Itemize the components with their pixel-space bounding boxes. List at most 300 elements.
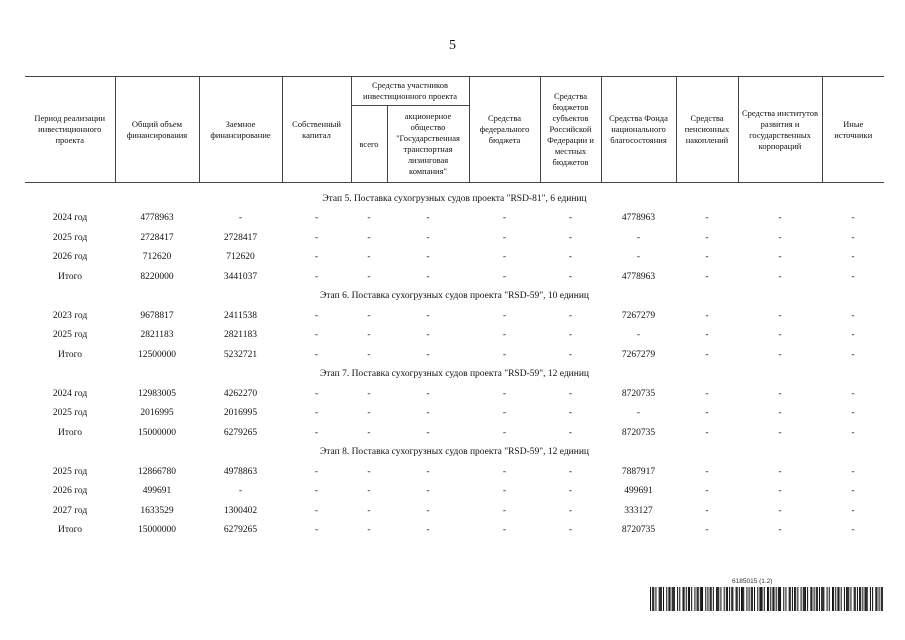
table-cell: 1300402 xyxy=(223,505,258,516)
table-cell: 9678817 xyxy=(140,310,174,321)
table-cell: - xyxy=(367,427,371,438)
table-cell: - xyxy=(851,349,855,360)
barcode-bar xyxy=(844,587,845,611)
table-cell: - xyxy=(502,213,507,224)
table-cell: - xyxy=(502,252,507,263)
table-cell: - xyxy=(426,486,430,497)
table-cell: - xyxy=(705,330,709,341)
col-participants: Средства участников инвестиционного проекта xyxy=(351,77,469,106)
table-cell: - xyxy=(705,388,709,399)
barcode-bar xyxy=(805,587,806,611)
table-cell: - xyxy=(851,271,855,282)
table-cell: - xyxy=(426,427,430,438)
table-cell: - xyxy=(367,486,371,497)
table-cell: - xyxy=(778,349,782,360)
barcode-bar xyxy=(697,587,698,611)
table-cell: - xyxy=(426,408,430,419)
barcode-bar xyxy=(701,587,702,611)
barcode-bar xyxy=(716,587,717,611)
table-cell: - xyxy=(426,388,430,399)
table-cell: - xyxy=(851,330,855,341)
table-cell: - xyxy=(705,525,709,536)
stage-title-row xyxy=(25,365,884,385)
table-cell: - xyxy=(778,505,782,516)
col-federal: Средства федерального бюджета xyxy=(469,77,540,183)
table-cell: 2016995 xyxy=(140,408,174,419)
barcode-bar xyxy=(855,587,856,611)
table-cell: - xyxy=(705,486,709,497)
table-cell: - xyxy=(851,427,855,438)
total-row xyxy=(25,521,884,541)
barcode-bar xyxy=(666,587,667,611)
barcode-bar xyxy=(814,587,815,611)
table-cell: - xyxy=(636,252,641,263)
table-cell: 7887917 xyxy=(621,466,656,477)
table-cell: - xyxy=(426,271,430,282)
table-cell: - xyxy=(426,525,430,536)
table-cell: 8220000 xyxy=(140,271,174,282)
table-cell: - xyxy=(367,213,371,224)
barcode-bar xyxy=(829,587,830,611)
table-cell: - xyxy=(502,310,507,321)
table-cell: - xyxy=(705,232,709,243)
table-cell: - xyxy=(778,310,782,321)
barcode-bar xyxy=(817,587,818,611)
table-cell: 12500000 xyxy=(138,349,176,360)
col-regional: Средства бюджетов субъектов Российской Федерации и местных бюджетов xyxy=(540,77,601,183)
barcode-bar xyxy=(792,587,793,611)
table-cell: - xyxy=(314,310,319,321)
barcode-bar xyxy=(727,587,728,611)
table-cell: - xyxy=(568,505,573,516)
barcode-bar xyxy=(860,587,861,611)
table-cell: - xyxy=(314,408,319,419)
table-cell: - xyxy=(238,486,243,497)
barcode-bar xyxy=(711,587,712,611)
table-cell: 4978863 xyxy=(223,466,258,477)
barcode-bar xyxy=(827,587,828,611)
barcode-bar xyxy=(804,587,805,611)
table-cell: - xyxy=(851,486,855,497)
barcode-bar xyxy=(862,587,863,611)
table-row xyxy=(25,384,884,404)
table-cell: 333127 xyxy=(624,505,653,516)
table-cell: Итого xyxy=(57,271,83,282)
barcode-bar xyxy=(737,587,738,611)
table-cell: - xyxy=(568,427,573,438)
table-cell: 2411538 xyxy=(224,310,257,321)
table-cell: 2024 год xyxy=(52,213,88,224)
table-cell: - xyxy=(314,525,319,536)
table-cell: 4778963 xyxy=(140,213,174,224)
table-cell: 499691 xyxy=(142,486,172,497)
table-cell: - xyxy=(314,213,319,224)
table-cell: - xyxy=(314,466,319,477)
barcode-bar xyxy=(819,587,820,611)
barcode-bar xyxy=(867,587,868,611)
table-cell: - xyxy=(705,252,709,263)
barcode-bar xyxy=(865,587,866,611)
barcode-bar xyxy=(881,587,882,611)
table-cell: 5232721 xyxy=(223,349,258,360)
table-cell: - xyxy=(778,525,782,536)
barcode-bar xyxy=(770,587,771,611)
barcode-bar xyxy=(736,587,737,611)
table-cell: - xyxy=(502,505,507,516)
barcode-bar xyxy=(757,587,758,611)
barcode-bar xyxy=(837,587,838,611)
barcode-bar xyxy=(790,587,791,611)
table-cell: 8720735 xyxy=(621,525,656,536)
table-cell: - xyxy=(778,271,782,282)
table-cell: 2023 год xyxy=(52,310,88,321)
table-cell: - xyxy=(367,232,371,243)
table-cell: - xyxy=(778,427,782,438)
barcode-bar xyxy=(683,587,684,611)
table-cell: - xyxy=(502,466,507,477)
table-header xyxy=(25,77,884,183)
table-cell: 4778963 xyxy=(621,213,656,224)
barcode-bar xyxy=(661,587,662,611)
table-cell: - xyxy=(367,330,371,341)
table-cell: - xyxy=(502,525,507,536)
table-cell: 2025 год xyxy=(52,330,88,341)
barcode-bar xyxy=(779,587,780,611)
barcode-bar xyxy=(729,587,730,611)
barcode-bar xyxy=(742,587,743,611)
stage-title: Этап 8. Поставка сухогрузных судов проекта "RSD-59", 12 единиц xyxy=(319,447,590,458)
table-cell: - xyxy=(367,466,371,477)
table-cell: 2025 год xyxy=(52,466,88,477)
table-cell: - xyxy=(426,466,430,477)
col-institutes: Средства институтов развития и государственных корпораций xyxy=(738,77,822,183)
total-row xyxy=(25,267,884,287)
barcode-bar xyxy=(811,587,812,611)
table-cell: - xyxy=(778,388,782,399)
table-cell: - xyxy=(426,505,430,516)
total-row xyxy=(25,345,884,365)
table-cell: 4778963 xyxy=(621,271,656,282)
barcode-bar xyxy=(822,587,823,611)
barcode-bar xyxy=(655,587,656,611)
table-cell: - xyxy=(851,466,855,477)
table-cell: - xyxy=(705,213,709,224)
financing-table xyxy=(25,76,884,540)
table-cell: - xyxy=(568,213,573,224)
barcode-bar xyxy=(694,587,695,611)
table-cell: 6279265 xyxy=(223,525,258,536)
table-cell: - xyxy=(502,349,507,360)
table-cell: - xyxy=(705,310,709,321)
table-cell: 3441037 xyxy=(223,271,258,282)
page-number: 5 xyxy=(449,38,456,53)
table-cell: - xyxy=(705,408,709,419)
table-row xyxy=(25,404,884,424)
table-cell: - xyxy=(367,505,371,516)
barcode-bar xyxy=(767,587,768,611)
table-cell: - xyxy=(705,349,709,360)
stage-title: Этап 7. Поставка сухогрузных судов проекта "RSD-59", 12 единиц xyxy=(319,369,590,380)
table-cell: - xyxy=(314,427,319,438)
table-cell: 12983005 xyxy=(138,388,176,399)
barcode-bar xyxy=(659,587,660,611)
table-cell: - xyxy=(705,427,709,438)
table-cell: - xyxy=(238,213,243,224)
table-cell: - xyxy=(314,505,319,516)
table-cell: - xyxy=(636,408,641,419)
table-cell: 7267279 xyxy=(621,310,656,321)
barcode-bar xyxy=(731,587,732,611)
barcode-bar xyxy=(879,587,880,611)
table-cell: - xyxy=(851,525,855,536)
barcode-bar xyxy=(739,587,740,611)
col-total: Общий объем финансирования xyxy=(115,77,199,183)
barcode-bar xyxy=(847,587,848,611)
table-cell: 2024 год xyxy=(52,388,88,399)
barcode-bar xyxy=(754,587,755,611)
barcode-bar xyxy=(762,587,763,611)
barcode-bar xyxy=(833,587,834,611)
table-cell: 499691 xyxy=(624,486,653,497)
barcode-bar xyxy=(752,587,753,611)
table-cell: 8720735 xyxy=(621,388,656,399)
table-cell: - xyxy=(568,349,573,360)
barcode-bar xyxy=(807,587,808,611)
table-cell: - xyxy=(314,486,319,497)
table-cell: Итого xyxy=(57,427,83,438)
barcode-bar xyxy=(866,587,867,611)
table-cell: - xyxy=(778,466,782,477)
barcode-bar xyxy=(724,587,725,611)
barcode-bar xyxy=(854,587,855,611)
table-cell: - xyxy=(502,427,507,438)
barcode-bar xyxy=(717,587,718,611)
table-cell: - xyxy=(426,252,430,263)
barcode-bar xyxy=(761,587,762,611)
table-cell: - xyxy=(314,388,319,399)
table-cell: - xyxy=(568,232,573,243)
table-cell: 2728417 xyxy=(223,232,258,243)
table-cell: - xyxy=(426,330,430,341)
table-cell: 6279265 xyxy=(223,427,258,438)
barcode-bar xyxy=(653,587,654,611)
table-cell: - xyxy=(314,330,319,341)
table-cell: - xyxy=(851,213,855,224)
table-cell: - xyxy=(314,232,319,243)
stage-title: Этап 5. Поставка сухогрузных судов проекта "RSD-81", 6 единиц xyxy=(322,193,587,204)
barcode-bar xyxy=(732,587,733,611)
barcode-bar xyxy=(652,587,653,611)
barcode-bar xyxy=(650,587,651,611)
table-cell: - xyxy=(568,388,573,399)
table-cell: - xyxy=(367,525,371,536)
stage-title: Этап 6. Поставка сухогрузных судов проекта "RSD-59", 10 единиц xyxy=(319,291,590,302)
barcode-bar xyxy=(670,587,671,611)
total-row xyxy=(25,423,884,443)
table-cell: - xyxy=(851,232,855,243)
barcode-bar xyxy=(801,587,802,611)
barcode-bar xyxy=(743,587,744,611)
barcode-bar xyxy=(795,587,796,611)
barcode-bar xyxy=(677,587,678,611)
table-cell: 2821183 xyxy=(224,330,257,341)
table-cell: - xyxy=(568,271,573,282)
table-cell: 2016995 xyxy=(223,408,258,419)
table-cell: - xyxy=(851,408,855,419)
barcode-bar xyxy=(846,587,847,611)
barcode-bar xyxy=(835,587,836,611)
col-participants-total: всего xyxy=(351,106,387,183)
stage-title-row xyxy=(25,287,884,307)
table-cell: - xyxy=(367,252,371,263)
table-cell: - xyxy=(568,310,573,321)
table-row xyxy=(25,228,884,248)
col-pension: Средства пенсионных накоплений xyxy=(676,77,738,183)
table-row xyxy=(25,501,884,521)
barcode-bar xyxy=(774,587,775,611)
barcode-bar xyxy=(778,587,779,611)
table-cell: 7267279 xyxy=(621,349,656,360)
barcode-bar xyxy=(875,587,876,611)
barcode-bar xyxy=(673,587,674,611)
table-cell: - xyxy=(314,349,319,360)
table-cell: 12866780 xyxy=(138,466,176,477)
table-cell: 2027 год xyxy=(52,505,88,516)
barcode-bar xyxy=(816,587,817,611)
barcode-bar xyxy=(684,587,685,611)
barcode-bar xyxy=(876,587,877,611)
table-cell: - xyxy=(367,310,371,321)
table-cell: - xyxy=(705,466,709,477)
table-cell: - xyxy=(502,388,507,399)
barcode-bar xyxy=(759,587,760,611)
barcode-bar xyxy=(839,587,840,611)
table-cell: - xyxy=(367,349,371,360)
table-cell: Итого xyxy=(57,349,83,360)
barcode-bar xyxy=(749,587,750,611)
barcode-bar xyxy=(785,587,786,611)
barcode-image xyxy=(650,587,884,611)
barcode-bar xyxy=(713,587,714,611)
table-cell: - xyxy=(778,330,782,341)
table-row xyxy=(25,248,884,268)
col-nwf: Средства Фонда национального благосостояния xyxy=(601,77,676,183)
table-body xyxy=(25,183,884,541)
barcode-bar xyxy=(698,587,699,611)
stage-title-row xyxy=(25,189,884,209)
table-cell: 2025 год xyxy=(52,408,88,419)
col-loan: Заемное финансирование xyxy=(199,77,282,183)
barcode-bar xyxy=(726,587,727,611)
barcode-bar xyxy=(803,587,804,611)
table-cell: 2026 год xyxy=(52,486,88,497)
table-cell: 712620 xyxy=(226,252,255,263)
table-cell: 2821183 xyxy=(140,330,174,341)
barcode-bar xyxy=(772,587,773,611)
barcode-bar xyxy=(810,587,811,611)
table-cell: - xyxy=(502,486,507,497)
barcode-bar xyxy=(764,587,765,611)
table-cell: 712620 xyxy=(142,252,172,263)
barcode-bar xyxy=(741,587,742,611)
barcode-bar xyxy=(823,587,824,611)
barcode-bar xyxy=(780,587,781,611)
barcode-bar xyxy=(660,587,661,611)
table-cell: - xyxy=(851,505,855,516)
table-cell: - xyxy=(568,408,573,419)
table-cell: - xyxy=(778,213,782,224)
table-cell: - xyxy=(367,408,371,419)
col-period: Период реализации инвестиционного проекта xyxy=(25,77,115,183)
barcode-bar xyxy=(797,587,798,611)
table-cell: 4262270 xyxy=(223,388,258,399)
table-cell: - xyxy=(426,310,430,321)
table-cell: - xyxy=(636,232,641,243)
barcode-bar xyxy=(872,587,873,611)
table-cell: - xyxy=(778,252,782,263)
table-cell: - xyxy=(851,252,855,263)
table-row xyxy=(25,209,884,229)
table-cell: - xyxy=(426,213,430,224)
table-row xyxy=(25,482,884,502)
barcode-bar xyxy=(707,587,708,611)
table-cell: 2025 год xyxy=(52,232,88,243)
table-cell: - xyxy=(705,505,709,516)
stage-title-row xyxy=(25,443,884,463)
barcode-bar xyxy=(674,587,675,611)
barcode-bar xyxy=(857,587,858,611)
table-cell: - xyxy=(502,271,507,282)
table-row xyxy=(25,326,884,346)
table-cell: - xyxy=(568,525,573,536)
table-cell: - xyxy=(636,330,641,341)
barcode-bar xyxy=(821,587,822,611)
col-equity: Собственный капитал xyxy=(282,77,351,183)
barcode-bar xyxy=(705,587,706,611)
table-cell: 8720735 xyxy=(621,427,656,438)
barcode-bar xyxy=(789,587,790,611)
table-cell: - xyxy=(568,252,573,263)
table-cell: 1633529 xyxy=(140,505,174,516)
barcode-bar xyxy=(702,587,703,611)
barcode-number: 6185015 (1.2) xyxy=(732,578,773,585)
table-cell: - xyxy=(851,310,855,321)
barcode-bar xyxy=(710,587,711,611)
barcode-bar xyxy=(848,587,849,611)
table-row xyxy=(25,306,884,326)
table-cell: 15000000 xyxy=(138,525,176,536)
barcode-bar xyxy=(689,587,690,611)
table-cell: - xyxy=(502,232,507,243)
table-cell: - xyxy=(367,388,371,399)
barcode-bar xyxy=(859,587,860,611)
barcode-bar xyxy=(768,587,769,611)
table-cell: 2728417 xyxy=(140,232,174,243)
barcode-bar xyxy=(850,587,851,611)
barcode-bar xyxy=(720,587,721,611)
barcode-bar xyxy=(841,587,842,611)
table-cell: - xyxy=(778,232,782,243)
barcode-bar xyxy=(688,587,689,611)
table-cell: - xyxy=(851,388,855,399)
col-participants-gtlk: акционерное общество "Государственная транспортная лизинговая компания" xyxy=(387,106,469,183)
table-row xyxy=(25,462,884,482)
barcode-bar xyxy=(700,587,701,611)
barcode-bar xyxy=(751,587,752,611)
barcode-block xyxy=(650,578,884,611)
table-cell: - xyxy=(426,349,430,360)
table-cell: - xyxy=(705,271,709,282)
